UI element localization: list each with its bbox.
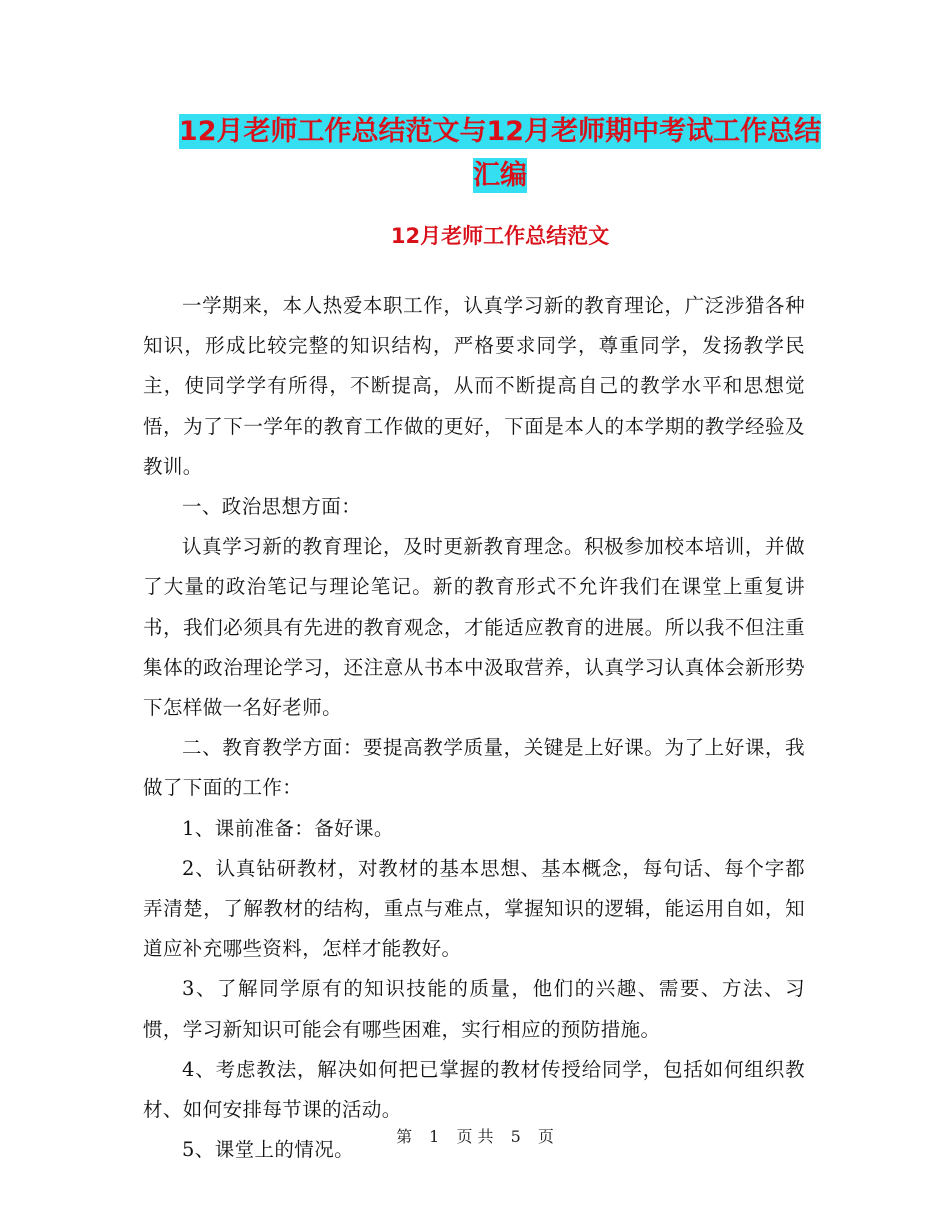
footer-prefix: 第 — [396, 1127, 413, 1146]
section-title: 12月老师工作总结范文 — [390, 224, 610, 248]
footer-total-pages: 5 — [510, 1127, 521, 1146]
heading-teaching: 二、教育教学方面：要提高教学质量，关键是上好课。为了上好课，我做了下面的工作： — [143, 736, 805, 800]
list-item-5: 5、课堂上的情况。 — [182, 1138, 355, 1162]
document-body — [143, 286, 805, 1170]
footer-page-number: 1 — [429, 1127, 440, 1146]
paragraph-intro: 一学期来，本人热爱本职工作，认真学习新的教育理论，广泛涉猎各种知识，形成比较完整的知识结构，严格要求同学，尊重同学，发扬教学民主，使同学学有所得，不断提高，从而不断提高自己的教学水平和思想觉悟，为了下一学年的教育工作做的更好，下面是本人的本学期的教学经验及教训。 — [143, 294, 805, 478]
list-item-2: 2、认真钻研教材，对教材的基本思想、基本概念，每句话、每个字都弄清楚，了解教材的结构，重点与难点，掌握知识的逻辑，能运用自如，知道应补充哪些资料，怎样才能教好。 — [143, 856, 805, 961]
heading-political-thought: 一、政治思想方面： — [182, 495, 362, 519]
page-footer — [0, 1124, 950, 1147]
document-title-line-1: 12月老师工作总结范文与12月老师期中考试工作总结 — [178, 116, 822, 147]
document-title-line-2: 汇编 — [473, 160, 527, 191]
list-item-1: 1、课前准备：备好课。 — [182, 816, 394, 840]
list-item-3: 3、了解同学原有的知识技能的质量，他们的兴趣、需要、方法、习惯，学习新知识可能会有哪些困难，实行相应的预防措施。 — [143, 977, 805, 1041]
footer-middle: 页 共 — [456, 1127, 494, 1146]
footer-suffix: 页 — [537, 1127, 554, 1146]
list-item-4: 4、考虑教法，解决如何把已掌握的教材传授给同学，包括如何组织教材、如何安排每节课的活动。 — [143, 1057, 805, 1122]
document-title — [140, 110, 860, 198]
paragraph-political-thought: 认真学习新的教育理论，及时更新教育理念。积极参加校本培训，并做了大量的政治笔记与理论笔记。新的教育形式不允许我们在课堂上重复讲书，我们必须具有先进的教育观念，才能适应教育的进展。所以我不但注重集体的政治理论学习，还注意从书本中汲取营养，认真学习认真体会新形势下怎样做一名好老师。 — [143, 535, 805, 720]
